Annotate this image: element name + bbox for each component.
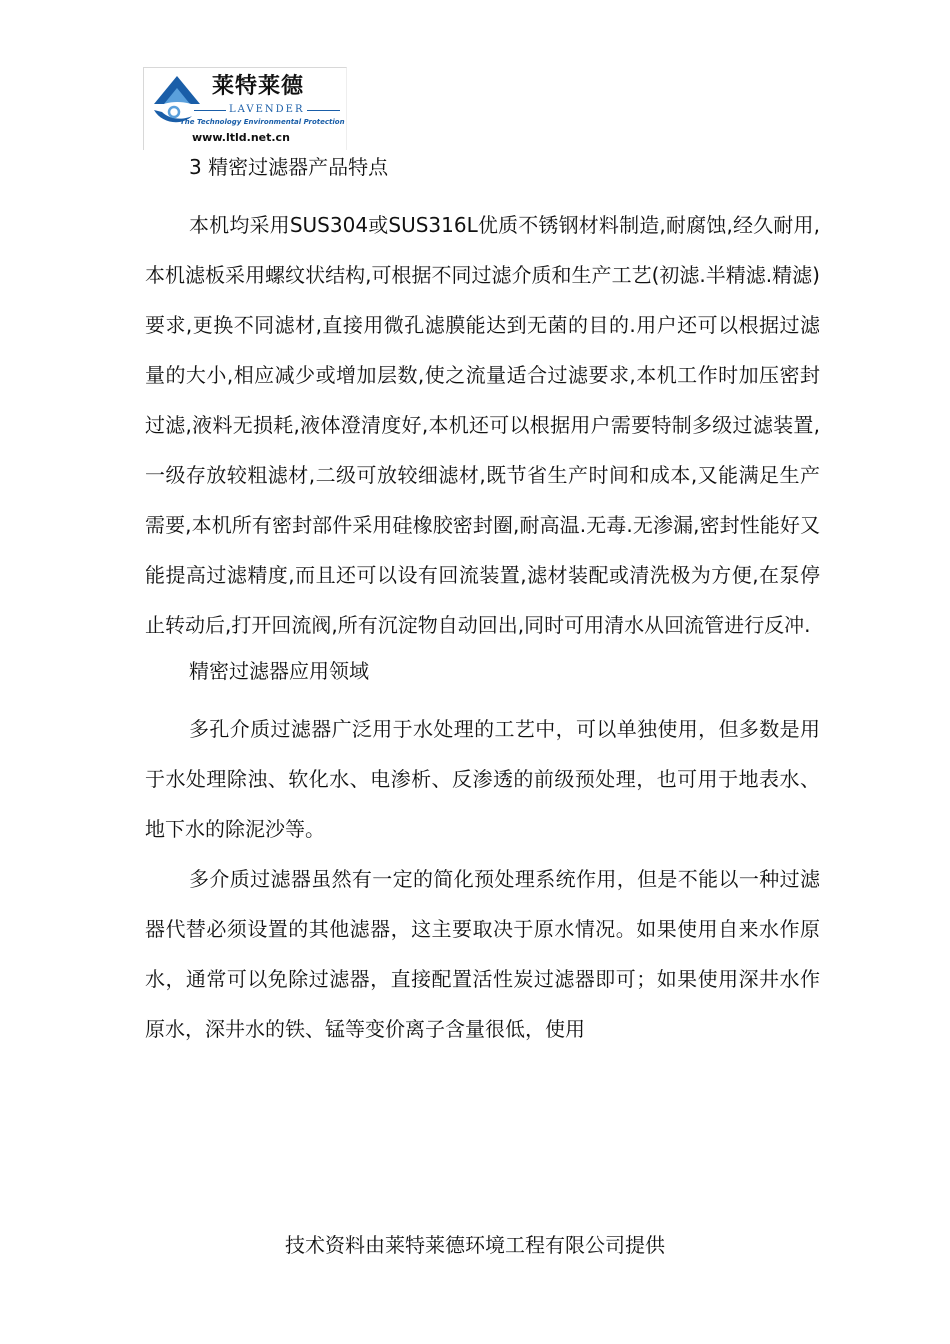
features-paragraph: 本机均采用SUS304或SUS316L优质不锈钢材料制造,耐腐蚀,经久耐用,本机滤板采用螺纹状结构,可根据不同过滤介质和生产工艺(初滤.半精滤.精滤)要求,更换不同滤材,直接用微孔滤膜能达到无菌的目的.用户还可以根据过滤量的大小,相应减少或增加层数,使之流量适合过滤要求,本机工作时加压密封过滤,液料无损耗,液体澄清度好,本机还可以根据用户需要特制多级过滤装置,一级存放较粗滤材,二级可放较细滤材,既节省生产时间和成本,又能满足生产需要,本机所有密封部件采用硅橡胶密封圈,耐高温.无毒.无渗漏,密封性能好又能提高过滤精度,而且还可以设有回流装置,滤材装配或清洗极为方便,在泵停止转动后,打开回流阀,所有沉淀物自动回出,同时可用清水从回流管进行反冲. [145, 213, 820, 637]
company-logo [143, 67, 347, 150]
section-heading-features: 3 精密过滤器产品特点 [189, 155, 389, 179]
logo-url: www.ltld.net.cn [192, 131, 290, 144]
section-heading-applications: 精密过滤器应用领域 [189, 659, 369, 683]
logo-tagline: The Technology Environmental Protection [180, 118, 345, 126]
applications-paragraph-2: 多介质过滤器虽然有一定的简化预处理系统作用，但是不能以一种过滤器代替必须设置的其他滤器，这主要取决于原水情况。如果使用自来水作原水，通常可以免除过滤器，直接配置活性炭过滤器即可；如果使用深井水作原水，深井水的铁、锰等变价离子含量很低，使用 [145, 867, 820, 1041]
logo-english-name: LAVENDER [226, 104, 307, 116]
lavender-logo-icon [148, 72, 206, 124]
applications-paragraph-1: 多孔介质过滤器广泛用于水处理的工艺中，可以单独使用，但多数是用于水处理除浊、软化水、电渗析、反渗透的前级预处理，也可用于地表水、地下水的除泥沙等。 [145, 717, 820, 841]
page-footer: 技术资料由莱特莱德环境工程有限公司提供 [285, 1233, 665, 1257]
document-body [145, 150, 820, 1054]
logo-chinese-name: 莱特莱德 [212, 74, 305, 99]
